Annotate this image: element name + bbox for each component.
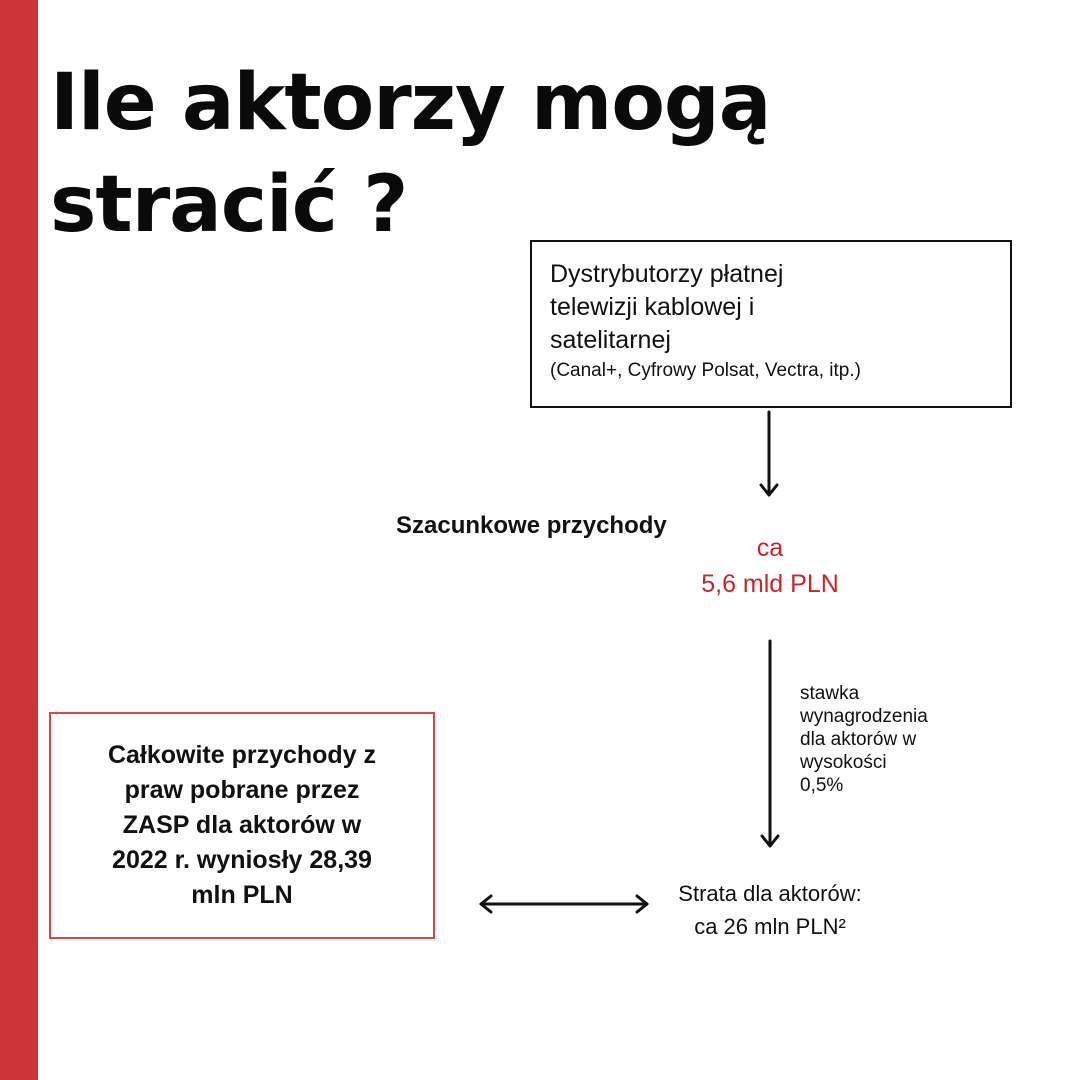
total-revenue-line: praw pobrane przez bbox=[124, 776, 360, 804]
rate-note-line: wysokości bbox=[800, 752, 887, 773]
rate-note-line: stawka bbox=[800, 683, 860, 704]
total-revenue-line: mln PLN bbox=[191, 881, 293, 909]
distributors-line: telewizji kablowej i bbox=[550, 293, 755, 321]
arrow-down-2 bbox=[762, 641, 778, 846]
rate-note-line: wynagrodzenia bbox=[800, 706, 928, 727]
loss-value: ca 26 mln PLN² bbox=[694, 914, 846, 939]
revenue-value-amount: 5,6 mld PLN bbox=[701, 570, 839, 598]
arrow-down-1 bbox=[761, 412, 777, 495]
total-revenue-line: Całkowite przychody z bbox=[107, 741, 377, 769]
total-revenue-line: 2022 r. wyniosły 28,39 bbox=[112, 846, 372, 874]
revenue-label: Szacunkowe przychody bbox=[396, 512, 667, 539]
rate-note-line: dla aktorów w bbox=[800, 729, 917, 750]
distributors-examples: (Canal+, Cyfrowy Polsat, Vectra, itp.) bbox=[550, 360, 861, 381]
total-revenue-line: ZASP dla aktorów w bbox=[122, 811, 362, 839]
rate-note-line: 0,5% bbox=[800, 775, 844, 796]
revenue-value-prefix: ca bbox=[756, 534, 784, 562]
distributors-line: Dystrybutorzy płatnej bbox=[550, 260, 784, 288]
page-title: Ile aktorzy mogą stracić ? bbox=[50, 58, 771, 250]
distributors-line: satelitarnej bbox=[550, 326, 671, 354]
double-arrow bbox=[481, 896, 647, 912]
loss-label: Strata dla aktorów: bbox=[678, 881, 862, 906]
